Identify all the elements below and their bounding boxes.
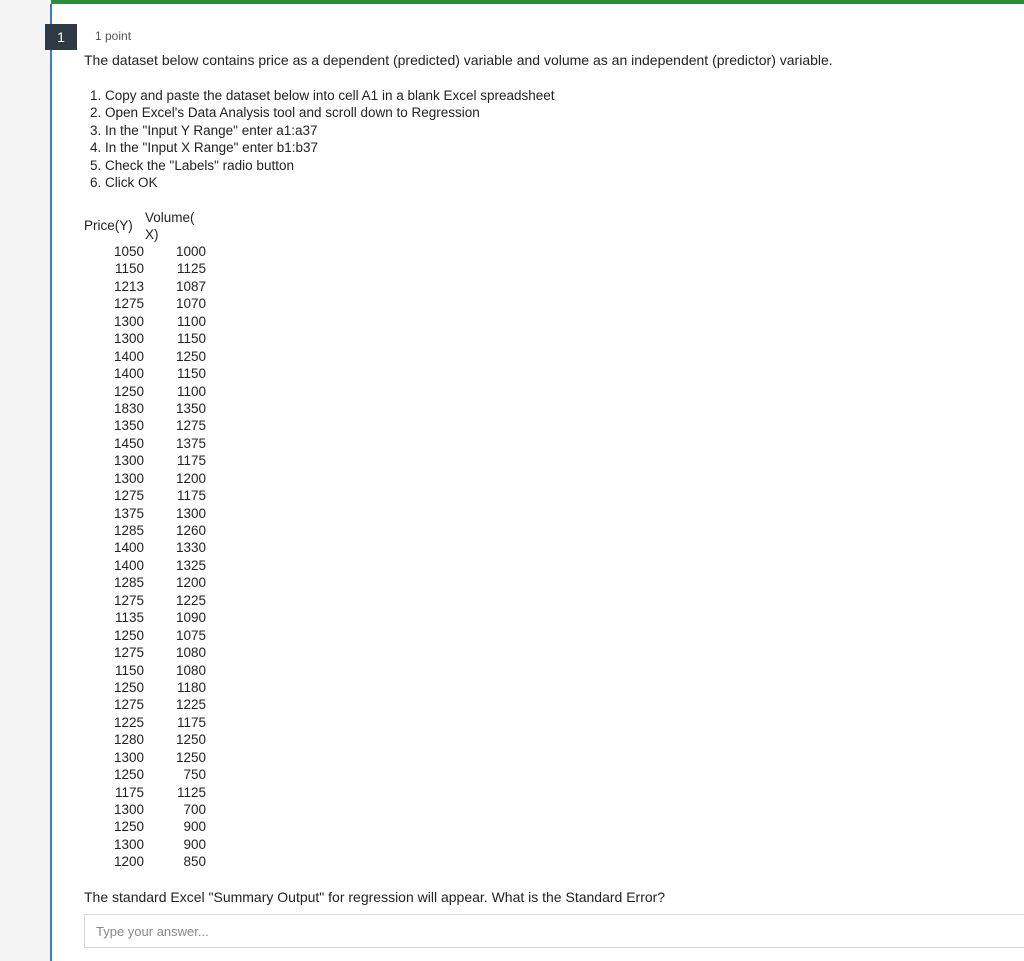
volume-cell: 1075 [175,627,206,643]
price-cell: 1300 [113,331,144,347]
instruction-step: 1. Copy and paste the dataset below into cell A1 in a blank Excel spreadsheet [90,88,555,103]
dataset-row [100,592,220,609]
price-cell: 1300 [113,749,144,765]
price-cell: 1400 [113,557,144,573]
volume-cell: 1225 [175,697,206,713]
volume-cell: 1225 [175,592,206,608]
dataset-row [100,679,220,696]
instruction-step: 5. Check the "Labels" radio button [90,157,294,173]
dataset-header-price: Price(Y) [84,218,133,233]
price-cell: 1250 [113,819,144,835]
dataset-row [100,731,220,748]
price-cell: 1050 [113,244,144,259]
volume-cell: 1150 [176,331,206,347]
followup-question: The standard Excel "Summary Output" for regression will appear. What is the Standard Error? [84,889,666,905]
dataset-header-volume-line2: X) [145,227,159,242]
price-cell: 1150 [114,662,144,678]
price-cell: 1375 [113,505,144,521]
volume-cell: 1090 [175,610,206,626]
volume-cell: 1087 [175,278,206,294]
price-cell: 1225 [113,714,144,730]
volume-cell: 900 [183,836,206,852]
volume-cell: 1300 [175,505,206,521]
dataset-row [100,260,220,277]
dataset-row [100,243,220,260]
dataset-header-volume [145,209,195,243]
volume-cell: 1150 [176,366,206,382]
volume-cell: 1250 [175,749,206,765]
dataset-row [100,470,220,487]
dataset-row [100,766,220,783]
dataset-row [100,295,220,312]
price-cell: 1285 [113,523,144,538]
instruction-step: 2. Open Excel's Data Analysis tool and scroll down to Regression [90,105,480,121]
price-cell: 1300 [113,836,144,852]
volume-cell: 1375 [175,435,206,451]
dataset-row [100,801,220,818]
dataset-row [100,313,220,330]
dataset-row [100,853,220,870]
price-cell: 1280 [113,732,144,748]
instruction-steps [90,87,555,191]
question-points: 1 point [95,29,132,43]
price-cell: 1300 [113,313,144,329]
dataset-row [100,836,220,853]
volume-cell: 1125 [176,784,206,800]
price-cell: 1135 [114,610,144,626]
dataset-header-volume-line1: Volume( [145,210,195,225]
volume-cell: 1250 [175,348,206,364]
volume-cell: 1200 [175,575,206,591]
price-cell: 1250 [113,627,144,643]
price-cell: 1400 [113,366,144,382]
volume-cell: 1200 [175,470,206,486]
dataset-row [100,383,220,400]
volume-cell: 1000 [175,244,206,259]
dataset-row [100,522,220,539]
dataset-row [100,644,220,661]
dataset-row [100,574,220,591]
price-cell: 1275 [113,488,144,504]
price-cell: 1300 [113,453,144,469]
price-cell: 1350 [113,418,144,434]
question-number-badge: 1 [45,24,77,50]
dataset-row [100,330,220,347]
volume-cell: 1180 [176,679,206,695]
dataset-table [100,243,220,871]
dataset-row [100,714,220,731]
dataset-row [100,417,220,434]
dataset-row [100,539,220,556]
volume-cell: 1100 [176,313,206,329]
dataset-row [100,557,220,574]
volume-cell: 1250 [175,732,206,748]
dataset-row [100,818,220,835]
answer-input[interactable] [84,914,1024,948]
volume-cell: 1330 [175,540,206,556]
price-cell: 1250 [113,767,144,783]
price-cell: 1250 [113,679,144,695]
dataset-row [100,435,220,452]
volume-cell: 1175 [176,453,206,469]
dataset-row [100,627,220,644]
volume-cell: 1070 [175,296,206,312]
volume-cell: 750 [183,767,206,783]
volume-cell: 1275 [175,418,206,434]
dataset-row [100,784,220,801]
instruction-step: 4. In the "Input X Range" enter b1:b37 [90,140,318,156]
dataset-row [100,452,220,469]
dataset-row [100,278,220,295]
dataset-row [100,749,220,766]
price-cell: 1285 [113,575,144,591]
price-cell: 1400 [113,348,144,364]
volume-cell: 1325 [175,557,206,573]
dataset-row [100,505,220,522]
price-cell: 1275 [113,296,144,312]
volume-cell: 1125 [176,261,206,277]
instruction-step: 3. In the "Input Y Range" enter a1:a37 [90,122,318,138]
price-cell: 1250 [113,383,144,399]
dataset-row [100,400,220,417]
price-cell: 1275 [113,697,144,713]
price-cell: 1150 [114,261,144,277]
volume-cell: 1350 [175,400,206,416]
price-cell: 1300 [113,470,144,486]
volume-cell: 850 [183,854,206,870]
price-cell: 1213 [113,278,144,294]
price-cell: 1400 [113,540,144,556]
volume-cell: 1100 [176,383,206,399]
question-prompt: The dataset below contains price as a dependent (predicted) variable and volume as an independent (predictor) variable. [84,52,833,68]
price-cell: 1175 [114,784,144,800]
volume-cell: 1260 [175,523,206,538]
dataset-row [100,348,220,365]
volume-cell: 700 [183,802,206,817]
price-cell: 1450 [113,435,144,451]
price-cell: 1275 [113,645,144,661]
price-cell: 1200 [113,854,144,870]
volume-cell: 1175 [176,488,206,504]
dataset-row [100,662,220,679]
dataset-row [100,365,220,382]
price-cell: 1830 [113,400,144,416]
price-cell: 1275 [113,592,144,608]
dataset-row [100,609,220,626]
dataset-row [100,487,220,504]
price-cell: 1300 [113,802,144,817]
volume-cell: 1080 [175,645,206,661]
dataset-row [100,696,220,713]
volume-cell: 1175 [176,714,206,730]
volume-cell: 900 [183,819,206,835]
volume-cell: 1080 [175,662,206,678]
instruction-step: 6. Click OK [90,174,158,190]
